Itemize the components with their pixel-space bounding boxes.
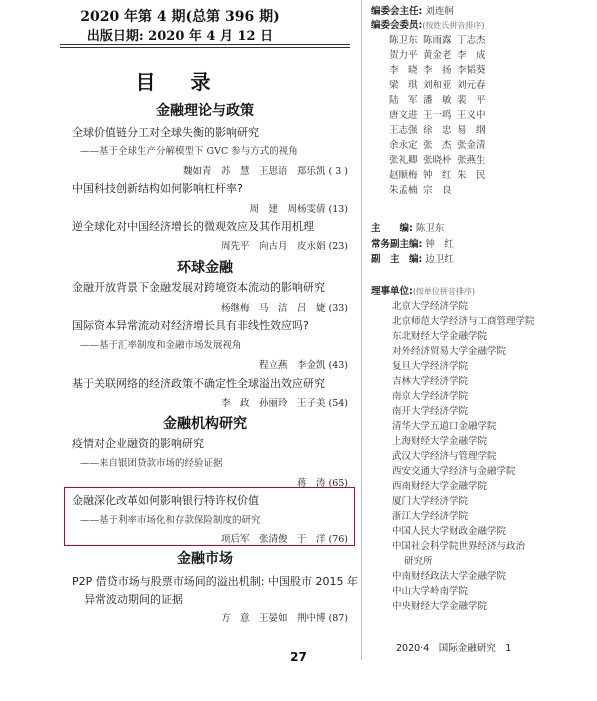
council-member: 浙江大学经济学院 [392, 511, 469, 522]
article-authors: 周 建 周杨雯倩 (13) [249, 204, 348, 215]
member-name: 潘 敏 [423, 95, 452, 106]
article-authors: 程立燕 李金凯 (43) [258, 360, 348, 371]
exec-deputy: 钟 红 [425, 239, 454, 250]
council-member: 厦门大学经济学院 [392, 496, 469, 507]
article-authors: 杨继梅 马 洁 吕 婕 (33) [220, 303, 348, 314]
article-title[interactable]: 疫情对企业融资的影响研究 [72, 437, 204, 450]
article-title[interactable]: 金融深化改革如何影响银行特许权价值 [72, 494, 259, 507]
member-name: 裴 平 [457, 95, 486, 106]
publish-date: 出版日期: 2020 年 4 月 12 日 [86, 29, 274, 44]
council-member: 中南财经政法大学金融学院 [392, 571, 507, 582]
board-chair-label: 编委会主任: [371, 6, 423, 17]
member-name: 宗 良 [423, 185, 452, 196]
article-subtitle: ——来自银团贷款市场的经验证据 [80, 458, 223, 469]
article-authors: 周先平 向古月 皮永娟 (23) [220, 241, 348, 252]
exec-deputy-label: 常务副主编: [371, 239, 423, 250]
member-name: 张礼卿 [389, 155, 418, 166]
section-title: 金融市场 [177, 551, 233, 567]
article-subtitle: ——基于利率市场化和存款保险制度的研究 [80, 515, 261, 526]
section-title: 金融理论与政策 [156, 103, 254, 119]
council-member: 中山大学岭南学院 [392, 586, 469, 597]
board-chair: 刘连舸 [425, 6, 454, 17]
council-member: 东北财经大学金融学院 [392, 331, 488, 342]
article-title-cont[interactable]: 异常波动期间的证据 [84, 593, 183, 606]
article-authors: 方 意 王晏如 荆中博 (87) [220, 613, 348, 624]
article-authors: 项后军 张清俊 于 洋 (76) [220, 534, 348, 545]
editor: 陈卫东 [415, 223, 445, 234]
member-name: 陆 军 [389, 95, 418, 106]
member-name: 李 扬 [423, 65, 452, 76]
council-member: 西南财经大学金融学院 [392, 481, 488, 492]
council-label: 理事单位: [371, 286, 413, 297]
council-member: 西安交通大学经济与金融学院 [392, 466, 516, 477]
member-name: 贺力平 [389, 50, 418, 61]
deputy-label: 副 主 编: [371, 254, 423, 265]
council-member: 武汉大学经济与管理学院 [392, 451, 497, 462]
member-name: 徐 忠 [423, 125, 452, 136]
member-name: 张 杰 [423, 140, 452, 151]
member-name: 朱 民 [457, 170, 486, 181]
council-member: 南开大学经济学院 [392, 406, 469, 417]
member-name: 李韬葵 [457, 65, 486, 76]
council-member: 南京大学经济学院 [392, 391, 469, 402]
article-title[interactable]: 中国科技创新结构如何影响杠杆率? [72, 182, 243, 195]
article-title[interactable]: 逆全球化对中国经济增长的微观效应及其作用机理 [72, 220, 314, 233]
member-name: 刘和亚 [423, 80, 452, 91]
article-subtitle: ——基于全球生产分解模型下 GVC 参与方式的视角 [80, 146, 298, 157]
member-name: 赵顺梅 [389, 170, 418, 181]
member-name: 王一鸣 [423, 110, 452, 121]
member-name: 梁 琪 [389, 80, 418, 91]
article-authors: 魏如青 苏 慧 王思语 郑乐凯 ( 3 ) [182, 166, 348, 177]
article-title[interactable]: 基于关联网络的经济政策不确定性全球溢出效应研究 [72, 377, 325, 390]
member-name: 李 晓 [389, 65, 418, 76]
header-rule-2 [60, 47, 350, 48]
members-note: (按姓氏拼音排序) [422, 21, 485, 30]
member-name: 余永定 [389, 140, 418, 151]
member-name: 唐文进 [389, 110, 418, 121]
member-name: 刘元春 [457, 80, 486, 91]
member-name: 张金清 [457, 140, 486, 151]
council-note: (按单位拼音排序) [412, 287, 476, 296]
member-name: 张晓朴 [423, 155, 452, 166]
article-title[interactable]: 全球价值链分工对全球失衡的影响研究 [72, 126, 259, 139]
article-subtitle: ——基于汇率制度和金融市场发展视角 [80, 340, 242, 351]
article-title[interactable]: 国际资本异常流动对经济增长具有非线性效应吗? [72, 319, 309, 332]
member-name: 朱孟楠 [389, 185, 418, 196]
council-member: 中央财经大学金融学院 [392, 601, 488, 612]
page-number: 27 [290, 650, 307, 664]
member-name: 易 纲 [457, 125, 486, 136]
article-authors: 蒋 涛 (65) [296, 478, 348, 489]
toc-title: 目 录 [135, 70, 225, 94]
header-rule [60, 44, 350, 45]
column-divider [361, 0, 362, 660]
members-label: 编委会委员: [371, 20, 423, 31]
editor-label: 主 编: [371, 223, 413, 234]
council-member: 北京师范大学经济与工商管理学院 [392, 316, 535, 327]
member-name: 王义中 [457, 110, 486, 121]
article-title[interactable]: 金融开放背景下金融发展对跨境资本流动的影响研究 [72, 281, 325, 294]
member-name: 李 成 [457, 50, 486, 61]
council-member: 清华大学五道口金融学院 [392, 421, 497, 432]
council-member: 对外经济贸易大学金融学院 [392, 346, 507, 357]
council-member: 上海财经大学金融学院 [392, 436, 488, 447]
council-member: 中国社会科学院世界经济与政治 [392, 541, 526, 552]
council-member: 研究所 [404, 556, 433, 567]
section-title: 金融机构研究 [163, 416, 247, 432]
member-name: 陈雨露 [423, 35, 452, 46]
council-member: 吉林大学经济学院 [392, 376, 469, 387]
member-name: 丁志杰 [457, 35, 486, 46]
member-name: 黄金老 [423, 50, 452, 61]
deputy: 边卫红 [425, 254, 454, 265]
journal-footer: 2020·4 国际金融研究 1 [396, 643, 512, 654]
council-member: 北京大学经济学院 [392, 301, 469, 312]
article-authors: 李 政 孙丽玲 王子美 (54) [220, 398, 348, 409]
article-title[interactable]: P2P 借贷市场与股票市场间的溢出机制: 中国股市 2015 年 [72, 575, 358, 588]
member-name: 张燕生 [457, 155, 486, 166]
issue-number: 2020 年第 4 期(总第 396 期) [80, 9, 280, 25]
council-member: 复旦大学经济学院 [392, 361, 469, 372]
council-member: 中国人民大学财政金融学院 [392, 526, 507, 537]
member-name: 陈卫东 [389, 35, 418, 46]
member-name: 钟 红 [423, 170, 452, 181]
member-name: 王志强 [389, 125, 418, 136]
section-title: 环球金融 [177, 260, 233, 276]
